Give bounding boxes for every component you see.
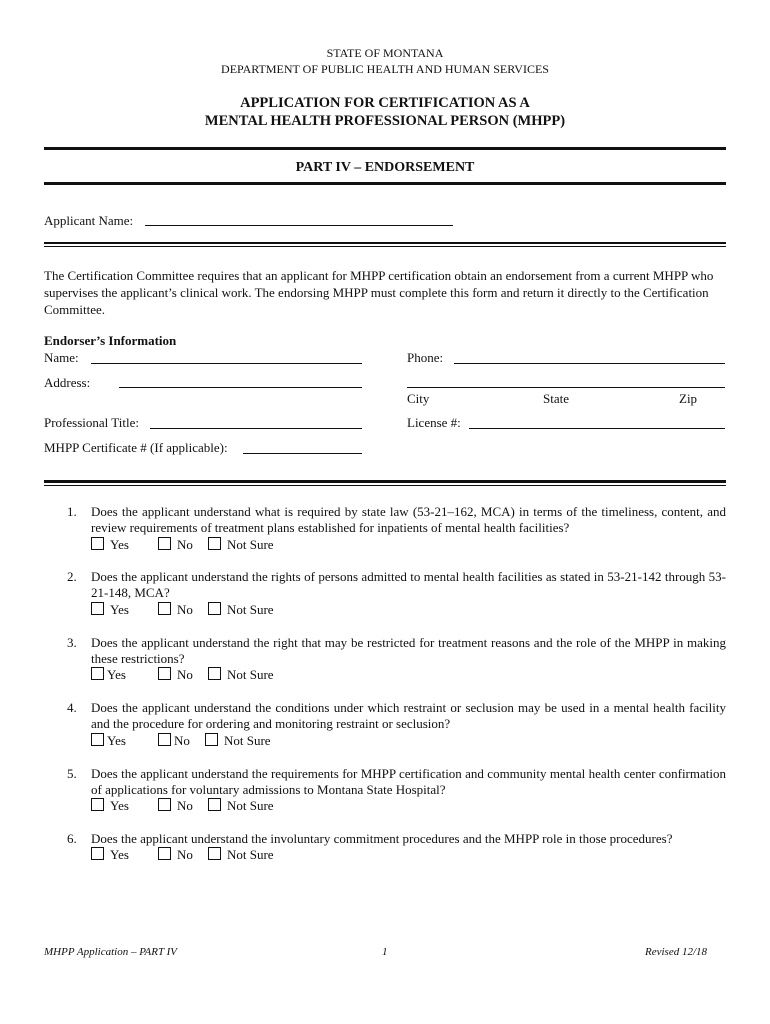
license-field[interactable]: [469, 415, 725, 429]
intro-paragraph: The Certification Committee requires that an applicant for MHPP certification obtain an endorsement from a current MHPP who supervises the applicant’s clinical work. The endorsing MHPP must complete this form and return it directly to the Certification Committee.: [44, 268, 714, 317]
checkbox-icon[interactable]: [208, 602, 221, 615]
question-2-yes[interactable]: Yes: [91, 602, 129, 618]
city-label: City: [407, 391, 430, 406]
footer-revision: Revised 12/18: [645, 946, 708, 958]
question-6-no[interactable]: No: [158, 847, 193, 863]
question-4-number: 4.: [67, 700, 77, 715]
question-5-yes[interactable]: Yes: [91, 798, 129, 814]
phone-label: Phone:: [407, 350, 444, 365]
professional-title-label: Professional Title:: [44, 415, 139, 430]
checkbox-icon[interactable]: [91, 733, 104, 746]
question-3-yes[interactable]: Yes: [91, 667, 126, 683]
question-1-number: 1.: [67, 504, 77, 519]
checkbox-icon[interactable]: [208, 798, 221, 811]
question-5-no[interactable]: No: [158, 798, 193, 814]
question-4-no[interactable]: No: [158, 733, 190, 749]
question-2-not-sure[interactable]: Not Sure: [208, 602, 274, 618]
city-state-zip-field[interactable]: [407, 374, 725, 388]
checkbox-icon[interactable]: [91, 667, 104, 680]
mhpp-certificate-label: MHPP Certificate # (If applicable):: [44, 440, 228, 455]
question-6-yes[interactable]: Yes: [91, 847, 129, 863]
address-field[interactable]: [119, 374, 362, 388]
question-4-not-sure[interactable]: Not Sure: [205, 733, 271, 749]
checkbox-icon[interactable]: [158, 798, 171, 811]
department-heading: DEPARTMENT OF PUBLIC HEALTH AND HUMAN SERVICES: [221, 62, 549, 76]
checkbox-icon[interactable]: [205, 733, 218, 746]
question-3-not-sure[interactable]: Not Sure: [208, 667, 274, 683]
question-2-number: 2.: [67, 569, 77, 584]
question-6-number: 6.: [67, 831, 77, 846]
question-4-text: Does the applicant understand the conditions under which restraint or seclusion may be used in a mental health facility and the procedure for ordering and monitoring restraint or seclusion?: [91, 700, 726, 731]
checkbox-icon[interactable]: [91, 602, 104, 615]
checkbox-icon[interactable]: [208, 847, 221, 860]
question-2-text: Does the applicant understand the rights of persons admitted to mental health facilities as stated in 53-21-142 through 53-21-148, MCA?: [91, 569, 726, 600]
applicant-divider-thin: [44, 246, 726, 247]
question-1-no[interactable]: No: [158, 537, 193, 553]
checkbox-icon[interactable]: [208, 667, 221, 680]
endorser-divider-thin: [44, 485, 726, 486]
applicant-name-field[interactable]: [145, 212, 453, 226]
question-1-yes[interactable]: Yes: [91, 537, 129, 553]
applicant-name-label: Applicant Name:: [44, 213, 134, 228]
checkbox-icon[interactable]: [158, 847, 171, 860]
checkbox-icon[interactable]: [158, 602, 171, 615]
checkbox-icon[interactable]: [208, 537, 221, 550]
zip-label: Zip: [679, 391, 698, 406]
header-divider-top: [44, 147, 726, 150]
applicant-divider: [44, 242, 726, 244]
endorser-heading: Endorser’s Information: [44, 333, 177, 348]
endorser-name-field[interactable]: [91, 350, 362, 364]
question-4-yes[interactable]: Yes: [91, 733, 126, 749]
footer-form-name: MHPP Application – PART IV: [44, 946, 178, 958]
question-3-number: 3.: [67, 635, 77, 650]
checkbox-icon[interactable]: [158, 667, 171, 680]
question-1-text: Does the applicant understand what is required by state law (53-21–162, MCA) in terms of the timeliness, content, and review requirements of treatment plans established for inpatients of mental health facilities?: [91, 504, 726, 535]
question-3-no[interactable]: No: [158, 667, 193, 683]
mhpp-certificate-field[interactable]: [243, 440, 362, 454]
footer-page-number: 1: [382, 946, 388, 958]
question-6-text: Does the applicant understand the involuntary commitment procedures and the MHPP role in those procedures?: [91, 831, 673, 846]
address-label: Address:: [44, 375, 91, 390]
phone-field[interactable]: [454, 350, 725, 364]
checkbox-icon[interactable]: [91, 798, 104, 811]
question-5-not-sure[interactable]: Not Sure: [208, 798, 274, 814]
question-1-not-sure[interactable]: Not Sure: [208, 537, 274, 553]
state-label: State: [543, 391, 569, 406]
checkbox-icon[interactable]: [91, 847, 104, 860]
license-label: License #:: [407, 415, 461, 430]
question-3-text: Does the applicant understand the right that may be restricted for treatment reasons and the role of the MHPP in making these restrictions?: [91, 635, 726, 666]
part-heading: PART IV – ENDORSEMENT: [295, 160, 475, 175]
checkbox-icon[interactable]: [91, 537, 104, 550]
question-5-text: Does the applicant understand the requirements for MHPP certification and community mental health center confirmation of applications for voluntary admissions to Montana State Hospital?: [91, 766, 726, 797]
checkbox-icon[interactable]: [158, 733, 171, 746]
question-2-no[interactable]: No: [158, 602, 193, 618]
question-6-not-sure[interactable]: Not Sure: [208, 847, 274, 863]
professional-title-field[interactable]: [150, 415, 362, 429]
question-5-number: 5.: [67, 766, 77, 781]
endorser-name-label: Name:: [44, 350, 79, 365]
header-divider-bottom: [44, 182, 726, 185]
form-title-line2: MENTAL HEALTH PROFESSIONAL PERSON (MHPP): [204, 113, 566, 129]
checkbox-icon[interactable]: [158, 537, 171, 550]
state-heading: STATE OF MONTANA: [326, 46, 444, 60]
endorser-divider: [44, 480, 726, 483]
form-title-line1: APPLICATION FOR CERTIFICATION AS A: [240, 95, 530, 111]
